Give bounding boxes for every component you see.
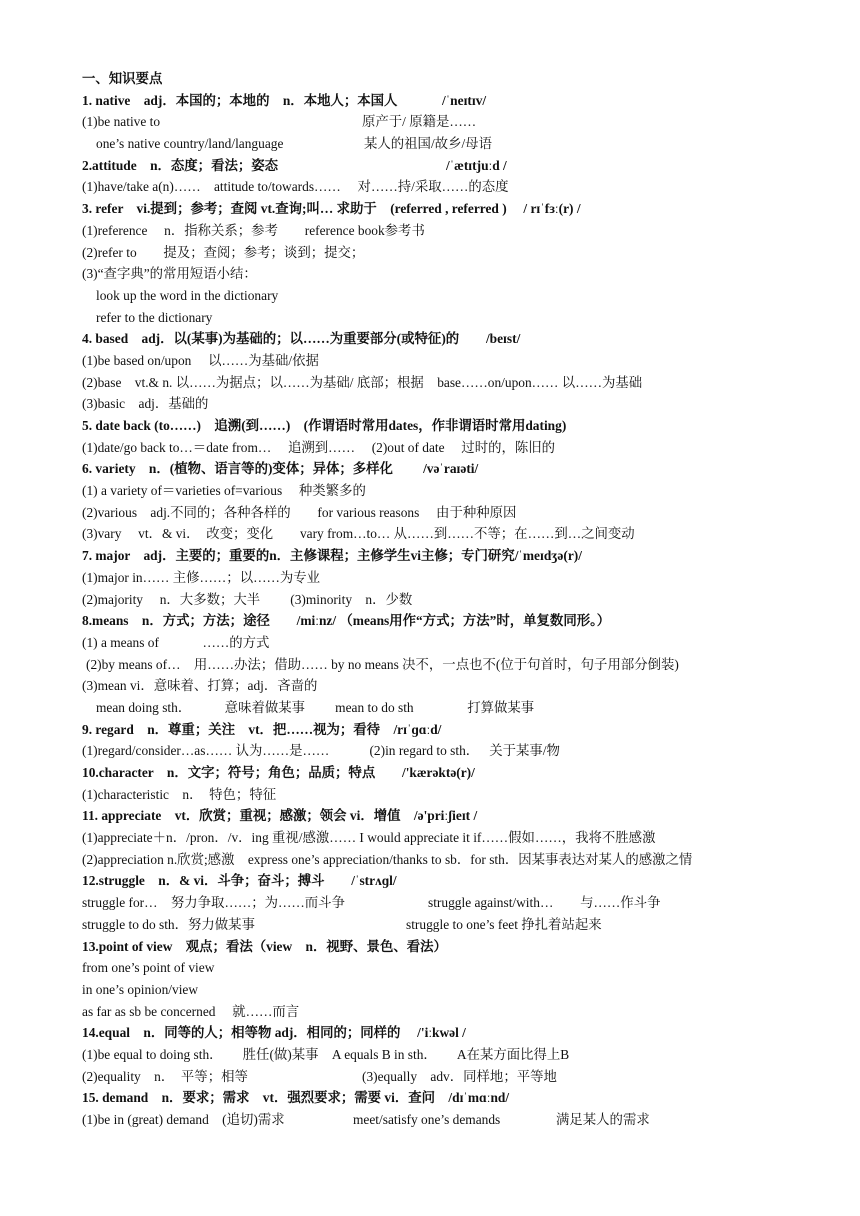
- line-text: (3)basic adj．基础的: [82, 396, 209, 412]
- line-text: struggle for… 努力争取……；为……而斗争: [82, 895, 345, 911]
- entry-heading: [82, 1022, 852, 1044]
- line-text: 5. date back (to……) 追溯(到……) (作谓语时常用dates，作非谓语时常用dating): [82, 418, 567, 433]
- text-line: [82, 979, 852, 1001]
- line-text: 10.character n．文字；符号；角色；品质；特点 /'kærəktə(r)/: [82, 765, 475, 780]
- line-text: (1)regard/consider…as…… 认为……是…… (2)in regard to sth． 关于某事/物: [82, 743, 560, 759]
- line-text: (2)by means of… 用……办法；借助…… by no means 决不，一点也不(位于句首时，句子用部分倒装): [86, 656, 679, 672]
- text-line: [82, 740, 852, 762]
- text-line: [82, 263, 852, 285]
- text-line: [82, 849, 852, 871]
- text-line: [82, 957, 852, 979]
- entry-heading: [82, 936, 852, 958]
- line-text: (2)base vt.& n. 以……为据点；以……为基础/ 底部；根据 base……on/upon…… 以……为基础: [82, 374, 643, 390]
- text-line: [82, 480, 852, 502]
- line-text: (1) a variety of＝varieties of=various 种类繁多的: [82, 483, 366, 499]
- line-text: look up the word in the dictionary: [96, 287, 279, 303]
- line-text: 11. appreciate vt．欣赏；重视；感激；领会 vi．增值 /ə'priːʃieɪt /: [82, 808, 478, 824]
- entry-heading: [82, 719, 852, 741]
- line-text: 8.means n．方式；方法；途径 /miːnz/ （means用作“方式；方法”时，单复数同形。）: [82, 613, 611, 629]
- entry-heading: [82, 458, 852, 480]
- text-line: [82, 892, 852, 914]
- line-text: (1) a means of ……的方式: [82, 634, 270, 650]
- line-text: (1)be native to: [82, 114, 161, 130]
- entry-heading: [82, 328, 852, 350]
- document-page: [82, 68, 852, 1131]
- line-text: 4. based adj．以(某事)为基础的；以……为重要部分(或特征)的 /beɪst/: [82, 331, 521, 347]
- text-line: [82, 654, 852, 676]
- text-line: [82, 285, 852, 307]
- line-text: /ˈneɪtɪv/: [442, 92, 487, 108]
- line-text: 13.point of view 观点；看法（view n．视野、景色、看法）: [82, 938, 447, 954]
- line-text: 14.equal n．同等的人；相等物 adj．相同的；同样的 /'iːkwəl /: [82, 1025, 466, 1041]
- line-text: struggle to do sth．努力做某事: [82, 916, 255, 932]
- entry-heading: [82, 1087, 852, 1109]
- line-text: in one’s opinion/view: [82, 981, 199, 997]
- line-text: 7. major adj．主要的；重要的n．主修课程；主修学生vi主修；专门研究/ˈmeɪdʒə(r)/: [82, 548, 582, 564]
- line-text: (3)“查字典”的常用短语小结：: [82, 266, 257, 282]
- text-line: [82, 242, 852, 264]
- line-text: meet/satisfy one’s demands: [353, 1112, 501, 1127]
- line-text: mean doing sth． 意味着做某事 mean to do sth 打算做某事: [96, 699, 535, 715]
- entry-heading: [82, 198, 852, 220]
- text-line: [82, 350, 852, 372]
- line-text: (1)date/go back to…＝date from… 追溯到…… (2)out of date 过时的，陈旧的: [82, 439, 556, 455]
- text-line: [82, 697, 852, 719]
- text-line: [82, 220, 852, 242]
- line-text: 某人的祖国/故乡/母语: [364, 136, 492, 152]
- text-line: [82, 675, 852, 697]
- entry-heading: [82, 90, 852, 112]
- text-line: [82, 567, 852, 589]
- text-line: [82, 1001, 852, 1023]
- line-text: from one’s point of view: [82, 960, 215, 976]
- text-line: [82, 372, 852, 394]
- text-line: [82, 1109, 852, 1131]
- line-text: 一、知识要点: [82, 71, 163, 86]
- line-text: 15. demand n．要求；需求 vt．强烈要求；需要 vi．查问 /dɪˈmɑːnd/: [82, 1090, 510, 1106]
- line-text: 12.struggle n．& vi．斗争；奋斗；搏斗 /ˈstrʌɡl/: [82, 873, 397, 889]
- line-text: (1)reference n．指称关系；参考 reference book参考书: [82, 222, 425, 238]
- line-text: struggle against/with… 与……作斗争: [428, 895, 661, 911]
- line-text: 原产于/ 原籍是……: [362, 114, 477, 130]
- entry-heading: [82, 155, 852, 177]
- line-text: (1)characteristic n． 特色；特征: [82, 786, 277, 802]
- text-line: [82, 307, 852, 329]
- line-text: (1)appreciate＋n．/pron．/v．ing 重视/感激…… I would appreciate it if……假如……，我将不胜感激: [82, 830, 656, 846]
- entry-heading: [82, 545, 852, 567]
- text-line: [82, 393, 852, 415]
- text-line: [82, 111, 852, 133]
- text-line: [82, 437, 852, 459]
- text-line: [82, 502, 852, 524]
- line-text: (2)refer to 提及；查阅；参考；谈到；提交；: [82, 244, 365, 260]
- text-line: [82, 827, 852, 849]
- line-text: (3)vary vt．& vi． 改变；变化 vary from…to… 从……到……不等；在……到…之间变动: [82, 526, 635, 542]
- text-line: [82, 176, 852, 198]
- line-text: (2)appreciation n.欣赏;感激 express one’s appreciation/thanks to sb．for sth．因某事表达对某人的感激之情: [82, 851, 693, 867]
- line-text: (2)equality n． 平等；相等: [82, 1068, 248, 1084]
- text-line: [82, 1044, 852, 1066]
- line-text: (2)various adj.不同的；各种各样的 for various reasons 由于种种原因: [82, 504, 517, 520]
- text-line: [82, 784, 852, 806]
- line-text: (1)have/take a(n)…… attitude to/towards…… 对……持/采取……的态度: [82, 179, 509, 195]
- entry-heading: [82, 870, 852, 892]
- text-line: [82, 1066, 852, 1088]
- text-line: [82, 133, 852, 155]
- line-text: struggle to one’s feet 挣扎着站起来: [406, 916, 602, 932]
- entry-heading: [82, 805, 852, 827]
- line-text: (1)be in (great) demand (追切)需求: [82, 1112, 285, 1127]
- line-text: refer to the dictionary: [96, 309, 213, 325]
- line-text: (3)mean vi．意味着、打算；adj．吝啬的: [82, 678, 318, 694]
- line-text: (1)be equal to doing sth． 胜任(做)某事 A equals B in sth． A在某方面比得上B: [82, 1046, 570, 1062]
- line-text: 6. variety n．(植物、语言等的)变体；异体；多样化 /vəˈraɪəti/: [82, 461, 479, 477]
- line-text: (1)be based on/upon 以……为基础/依据: [82, 352, 319, 368]
- text-line: [82, 523, 852, 545]
- line-text: (1)major in…… 主修……；以……为专业: [82, 569, 321, 585]
- line-text: 1. native adj．本国的；本地的 n．本地人；本国人: [82, 92, 398, 108]
- text-line: [82, 589, 852, 611]
- entry-heading: [82, 68, 852, 90]
- line-text: /ˈætɪtjuːd /: [446, 157, 507, 173]
- line-text: one’s native country/land/language: [96, 136, 284, 152]
- text-line: [82, 914, 852, 936]
- entry-heading: [82, 610, 852, 632]
- line-text: 3. refer vi.提到；参考；查阅 vt.查询;叫… 求助于 (referred , referred ) / rɪˈfɜː(r) /: [82, 201, 581, 217]
- line-text: 9. regard n．尊重；关注 vt．把……视为；看待 /rɪˈɡɑːd/: [82, 721, 442, 737]
- line-text: (3)equally adv．同样地；平等地: [362, 1068, 557, 1084]
- line-text: 满足某人的需求: [556, 1112, 650, 1127]
- line-text: 2.attitude n．态度；看法；姿态: [82, 157, 279, 173]
- entry-heading: [82, 415, 852, 437]
- text-line: [82, 632, 852, 654]
- line-text: as far as sb be concerned 就……而言: [82, 1003, 300, 1019]
- line-text: (2)majority n．大多数；大半 (3)minority n．少数: [82, 591, 413, 607]
- entry-heading: [82, 762, 852, 784]
